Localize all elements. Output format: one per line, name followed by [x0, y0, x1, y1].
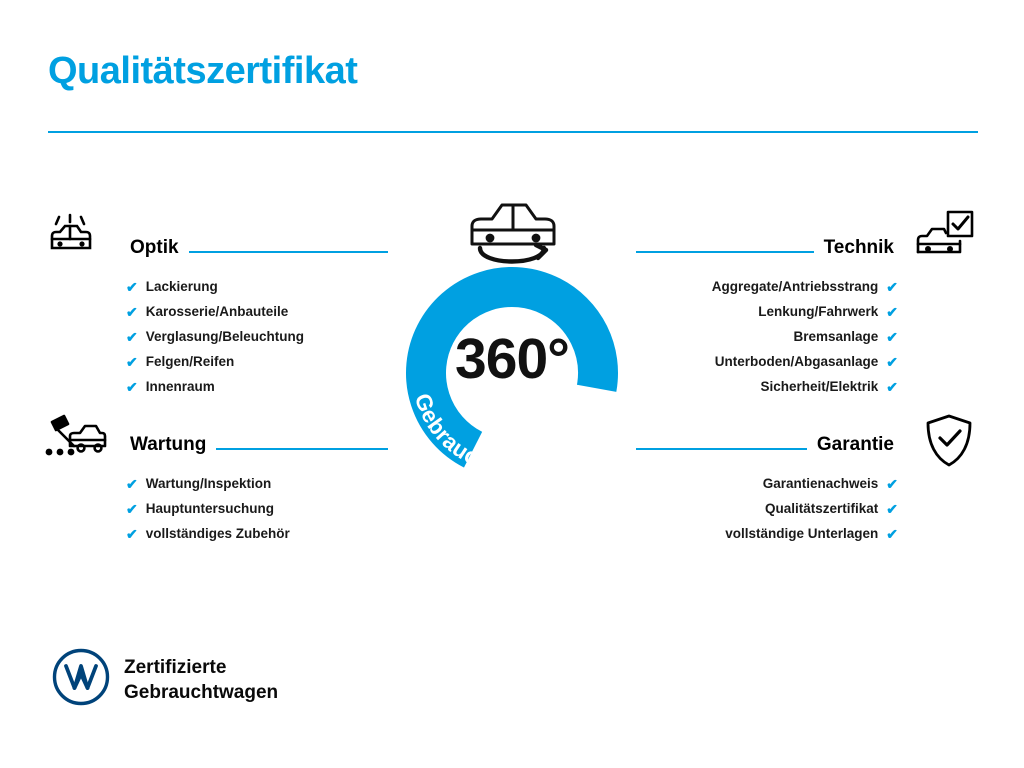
block-wartung-list — [126, 471, 388, 546]
check-icon: ✔ — [126, 278, 138, 295]
list-item — [636, 274, 898, 299]
car-lift-icon — [44, 412, 110, 473]
car-polish-icon — [46, 208, 108, 275]
page-title: Qualitätszertifikat — [48, 50, 358, 92]
shield-check-icon — [922, 412, 976, 475]
check-icon: ✔ — [886, 500, 898, 517]
list-item — [636, 324, 898, 349]
list-item-label: Qualitätszertifikat — [764, 501, 879, 516]
check-icon: ✔ — [886, 328, 898, 345]
list-item-label: Unterboden/Abgasanlage — [714, 354, 879, 369]
list-item — [126, 299, 388, 324]
block-wartung-divider — [216, 448, 388, 450]
list-item-label: Lackierung — [145, 279, 218, 294]
center-badge — [372, 196, 652, 496]
car-checklist-icon — [914, 208, 978, 273]
check-icon: ✔ — [126, 328, 138, 345]
check-icon: ✔ — [886, 525, 898, 542]
list-item — [636, 349, 898, 374]
check-icon: ✔ — [886, 303, 898, 320]
list-item — [126, 324, 388, 349]
block-wartung — [126, 435, 388, 562]
check-icon: ✔ — [126, 525, 138, 542]
list-item-label: Innenraum — [145, 379, 215, 394]
footer-brand — [52, 648, 278, 711]
list-item — [126, 521, 388, 546]
block-optik — [126, 238, 388, 415]
block-technik — [636, 238, 898, 415]
block-garantie-list — [636, 471, 898, 546]
check-icon: ✔ — [886, 353, 898, 370]
footer-text — [124, 655, 278, 705]
list-item-label: Felgen/Reifen — [145, 354, 235, 369]
list-item — [126, 274, 388, 299]
list-item-label: vollständige Unterlagen — [725, 526, 879, 541]
check-icon: ✔ — [126, 353, 138, 370]
block-optik-divider — [189, 251, 388, 253]
block-optik-title: Optik — [130, 237, 179, 258]
block-garantie-divider — [636, 448, 807, 450]
list-item — [636, 521, 898, 546]
vw-logo-icon — [52, 648, 110, 711]
list-item-label: vollständiges Zubehör — [145, 526, 290, 541]
list-item — [636, 299, 898, 324]
check-icon: ✔ — [886, 475, 898, 492]
list-item-label: Hauptuntersuchung — [145, 501, 274, 516]
list-item-label: Aggregate/Antriebsstrang — [711, 279, 879, 294]
list-item-label: Wartung/Inspektion — [145, 476, 272, 491]
list-item-label: Karosserie/Anbauteile — [145, 304, 289, 319]
list-item-label: Lenkung/Fahrwerk — [758, 304, 879, 319]
block-technik-header — [636, 238, 898, 260]
list-item — [126, 374, 388, 399]
block-garantie-title: Garantie — [816, 434, 894, 455]
degrees-label: 360° — [455, 327, 569, 391]
list-item — [126, 496, 388, 521]
list-item-label: Sicherheit/Elektrik — [760, 379, 879, 394]
list-item — [126, 349, 388, 374]
block-wartung-title: Wartung — [130, 434, 207, 455]
title-divider — [48, 131, 978, 133]
check-icon: ✔ — [126, 475, 138, 492]
footer-line-1: Zertifizierte — [124, 656, 227, 678]
check-icon: ✔ — [886, 378, 898, 395]
list-item-label: Verglasung/Beleuchtung — [145, 329, 305, 344]
check-icon: ✔ — [126, 303, 138, 320]
block-garantie-header — [636, 435, 898, 457]
list-item-label: Bremsanlage — [793, 329, 879, 344]
block-wartung-header — [126, 435, 388, 457]
block-technik-list — [636, 274, 898, 399]
check-icon: ✔ — [126, 500, 138, 517]
block-technik-divider — [636, 251, 814, 253]
list-item — [636, 471, 898, 496]
block-technik-title: Technik — [823, 237, 894, 258]
block-optik-list — [126, 274, 388, 399]
footer-line-2: Gebrauchtwagen — [124, 681, 279, 703]
list-item — [636, 496, 898, 521]
block-optik-header — [126, 238, 388, 260]
list-item-label: Garantienachweis — [762, 476, 879, 491]
list-item — [126, 471, 388, 496]
ring-label: Gebrauchtwagen-Check — [409, 390, 615, 479]
list-item — [636, 374, 898, 399]
check-icon: ✔ — [126, 378, 138, 395]
check-icon: ✔ — [886, 278, 898, 295]
block-garantie — [636, 435, 898, 562]
